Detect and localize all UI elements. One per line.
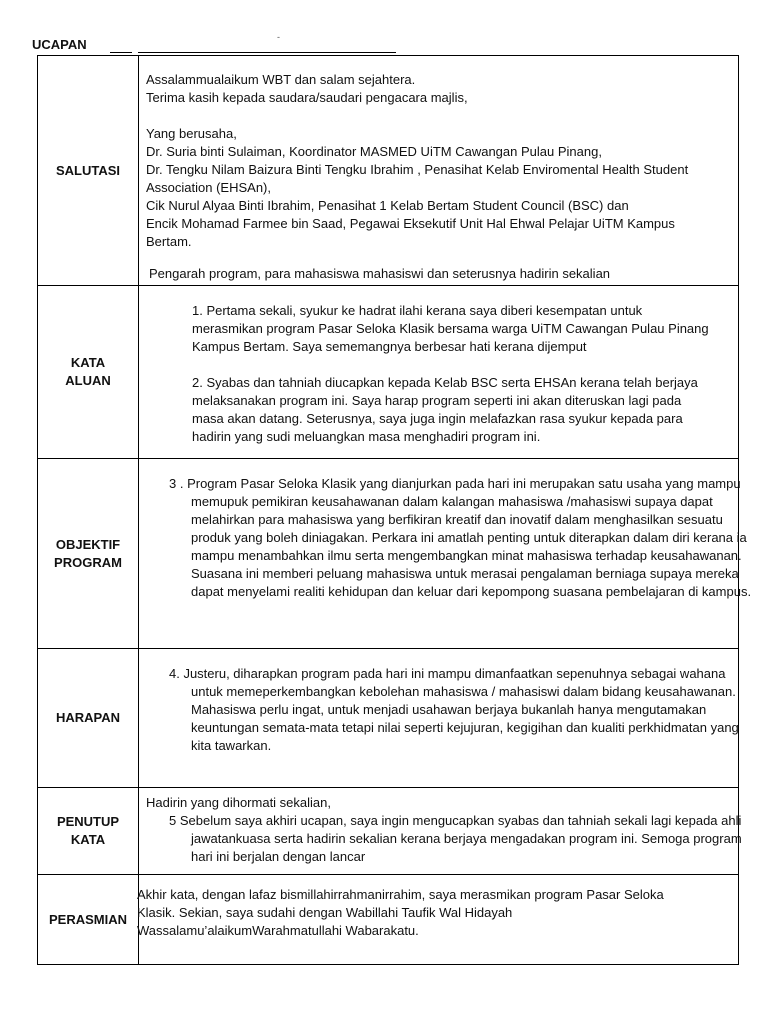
salutasi-line-6: Cik Nurul Alyaa Binti Ibrahim, Penasihat 1 Kelab Bertam Student Council (BSC) dan	[146, 198, 629, 213]
content-objektif	[139, 459, 752, 648]
salutasi-line-7: Encik Mohamad Farmee bin Saad, Pegawai Eksekutif Unit Hal Ehwal Pelajar UiTM Kampus Bertam.	[146, 216, 675, 249]
penutup-intro: Hadirin yang dihormati sekalian,	[146, 795, 331, 810]
content-harapan	[139, 649, 738, 787]
label-kata-aluan: KATA ALUAN	[38, 286, 139, 458]
label-objektif: OBJEKTIF PROGRAM	[38, 459, 139, 648]
harapan-para: 4. Justeru, diharapkan program pada hari ini mampu dimanfaatkan sepenuhnya sebagai wahana untuk memeperkembangkan kebolehan mahasiswa / mahasiswi dalam bidang keusahawanan. Mahasiswa perlu ingat, untuk menjadi usahawan berjaya bukanlah hanya mengutamakan keuntungan semata-mata tetapi nilai seperti kejujuran, kegigihan dan kualiti perkhidmatan yang kita tawarkan.	[169, 666, 739, 753]
row-salutasi	[38, 56, 738, 286]
salutasi-line-4: Dr. Suria binti Sulaiman, Koordinator MASMED UiTM Cawangan Pulau Pinang,	[146, 144, 602, 159]
salutasi-line-2: Terima kasih kepada saudara/saudari pengacara majlis,	[146, 90, 468, 105]
speech-table	[37, 55, 752, 965]
content-penutup	[139, 788, 742, 874]
label-salutasi: SALUTASI	[38, 56, 139, 285]
row-objektif	[38, 459, 752, 649]
heading-mark: -	[277, 32, 280, 42]
content-kata-aluan	[139, 286, 738, 458]
row-harapan	[38, 649, 738, 788]
kata-aluan-para-1: 1. Pertama sekali, syukur ke hadrat ilahi kerana saya diberi kesempatan untuk merasmikan program Pasar Seloka Klasik bersama warga UiTM Cawangan Pulau Pinang Kampus Bertam. Saya sememangnya berbesar hati kerana dijemput	[192, 303, 709, 354]
row-perasmian	[38, 875, 738, 964]
salutasi-line-8: Pengarah program, para mahasiswa mahasiswi dan seterusnya hadirin sekalian	[149, 266, 611, 281]
content-perasmian	[139, 875, 738, 964]
label-penutup: PENUTUP KATA	[38, 788, 139, 874]
objektif-para: 3 . Program Pasar Seloka Klasik yang dianjurkan pada hari ini merupakan satu usaha yang mampu memupuk pemikiran keusahawanan dalam kalangan mahasiswa /mahasiswi supaya dapat melahirkan para mahasiswa yang berfikiran kreatif dan inovatif dalam menghasilkan sesuatu produk yang boleh diniagakan. Perkara ini amatlah penting untuk diterapkan dalam diri kerana ia mampu menambahkan ilmu serta mengembangkan minat mahasiswa terhadap keusahawanan. Suasana ini memberi peluang mahasiswa untuk merasai pengalaman berniaga supaya mereka dapat menyelami realiti kehidupan dan keluar dari kepompong suasana pembelajaran di kampus.	[169, 476, 752, 599]
row-kata-aluan	[38, 286, 738, 459]
salutasi-line-3: Yang berusaha,	[146, 126, 237, 141]
document-heading: UCAPAN	[32, 37, 87, 52]
label-perasmian: PERASMIAN	[38, 875, 139, 964]
perasmian-para: Akhir kata, dengan lafaz bismillahirrahmanirrahim, saya merasmikan program Pasar Seloka Klasik. Sekian, saya sudahi dengan Wabillahi Taufik Wal Hidayah Wassalamu’alaikumWarahmatullahi Wabarakatu.	[137, 887, 664, 938]
kata-aluan-para-2: 2. Syabas dan tahniah diucapkan kepada Kelab BSC serta EHSAn kerana telah berjaya melaksanakan program ini. Saya harap program seperti ini akan diteruskan lagi pada masa akan datang. Seterusnya, saya juga ingin melafazkan rasa syukur kepada para hadirin yang sudi meluangkan masa menghadiri program ini.	[192, 375, 698, 444]
row-penutup	[38, 788, 742, 875]
penutup-para: 5 Sebelum saya akhiri ucapan, saya ingin mengucapkan syabas dan tahniah sekali lagi kepada ahli jawatankuasa serta hadirin sekalian kerana berjaya mengadakan program ini. Semoga program hari ini berjalan dengan lancar	[169, 813, 742, 864]
label-harapan: HARAPAN	[38, 649, 139, 787]
salutasi-line-1: Assalammualaikum WBT dan salam sejahtera.	[146, 72, 416, 87]
salutasi-line-5: Dr. Tengku Nilam Baizura Binti Tengku Ibrahim , Penasihat Kelab Enviromental Health Student Association (EHSAn),	[146, 162, 689, 195]
heading-underline-long	[138, 52, 396, 53]
heading-underline	[110, 52, 132, 53]
content-salutasi	[139, 56, 738, 285]
